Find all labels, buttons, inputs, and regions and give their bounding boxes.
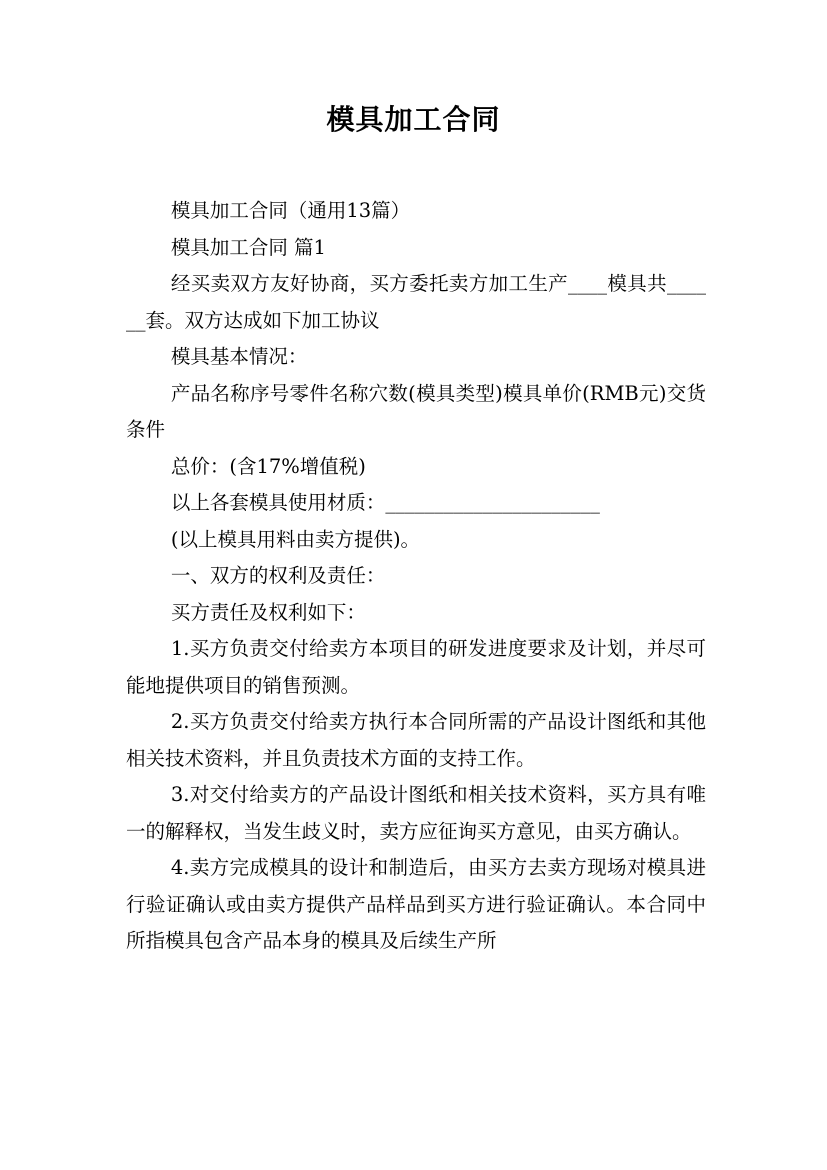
paragraph-buyer-duties-heading: 买方责任及权利如下： [170, 600, 366, 624]
paragraph-mold-info-label: 模具基本情况： [170, 345, 308, 368]
paragraph-clause-3: 3.对交付给卖方的产品设计图纸和相关技术资料，买方具有唯一的解释权，当发生歧义时，卖方应征询买方意见，由买方确认。 [126, 783, 706, 843]
paragraph-material: 以上各套模具使用材质：______________________ [170, 491, 600, 514]
paragraph-section-title: 模具加工合同 篇1 [170, 235, 326, 259]
paragraph-material-note: (以上模具用料由卖方提供)。 [170, 527, 421, 551]
paragraph-total-price: 总价：(含17%增值税) [170, 454, 366, 478]
paragraph-clause-1: 1.买方负责交付给卖方本项目的研发进度要求及计划，并尽可能地提供项目的销售预测。 [126, 637, 706, 697]
paragraph-intro: 经买卖双方友好协商，买方委托卖方加工生产____模具共______套。双方达成如下加工协议 [126, 272, 706, 332]
paragraph-heading: 模具加工合同（通用13篇） [170, 199, 411, 222]
paragraph-product-columns: 产品名称序号零件名称穴数(模具类型)模具单价(RMB元)交货条件 [126, 381, 706, 441]
paragraph-clause-2: 2.买方负责交付给卖方执行本合同所需的产品设计图纸和其他相关技术资料，并且负责技术方面的支持工作。 [126, 710, 706, 770]
paragraph-clause-4: 4.卖方完成模具的设计和制造后，由买方去卖方现场对模具进行验证确认或由卖方提供产品样品到买方进行验证确认。本合同中所指模具包含产品本身的模具及后续生产所 [126, 856, 706, 952]
document-title: 模具加工合同 [326, 103, 501, 136]
document-body [126, 193, 706, 960]
paragraph-rights-heading: 一、双方的权利及责任： [170, 564, 386, 587]
